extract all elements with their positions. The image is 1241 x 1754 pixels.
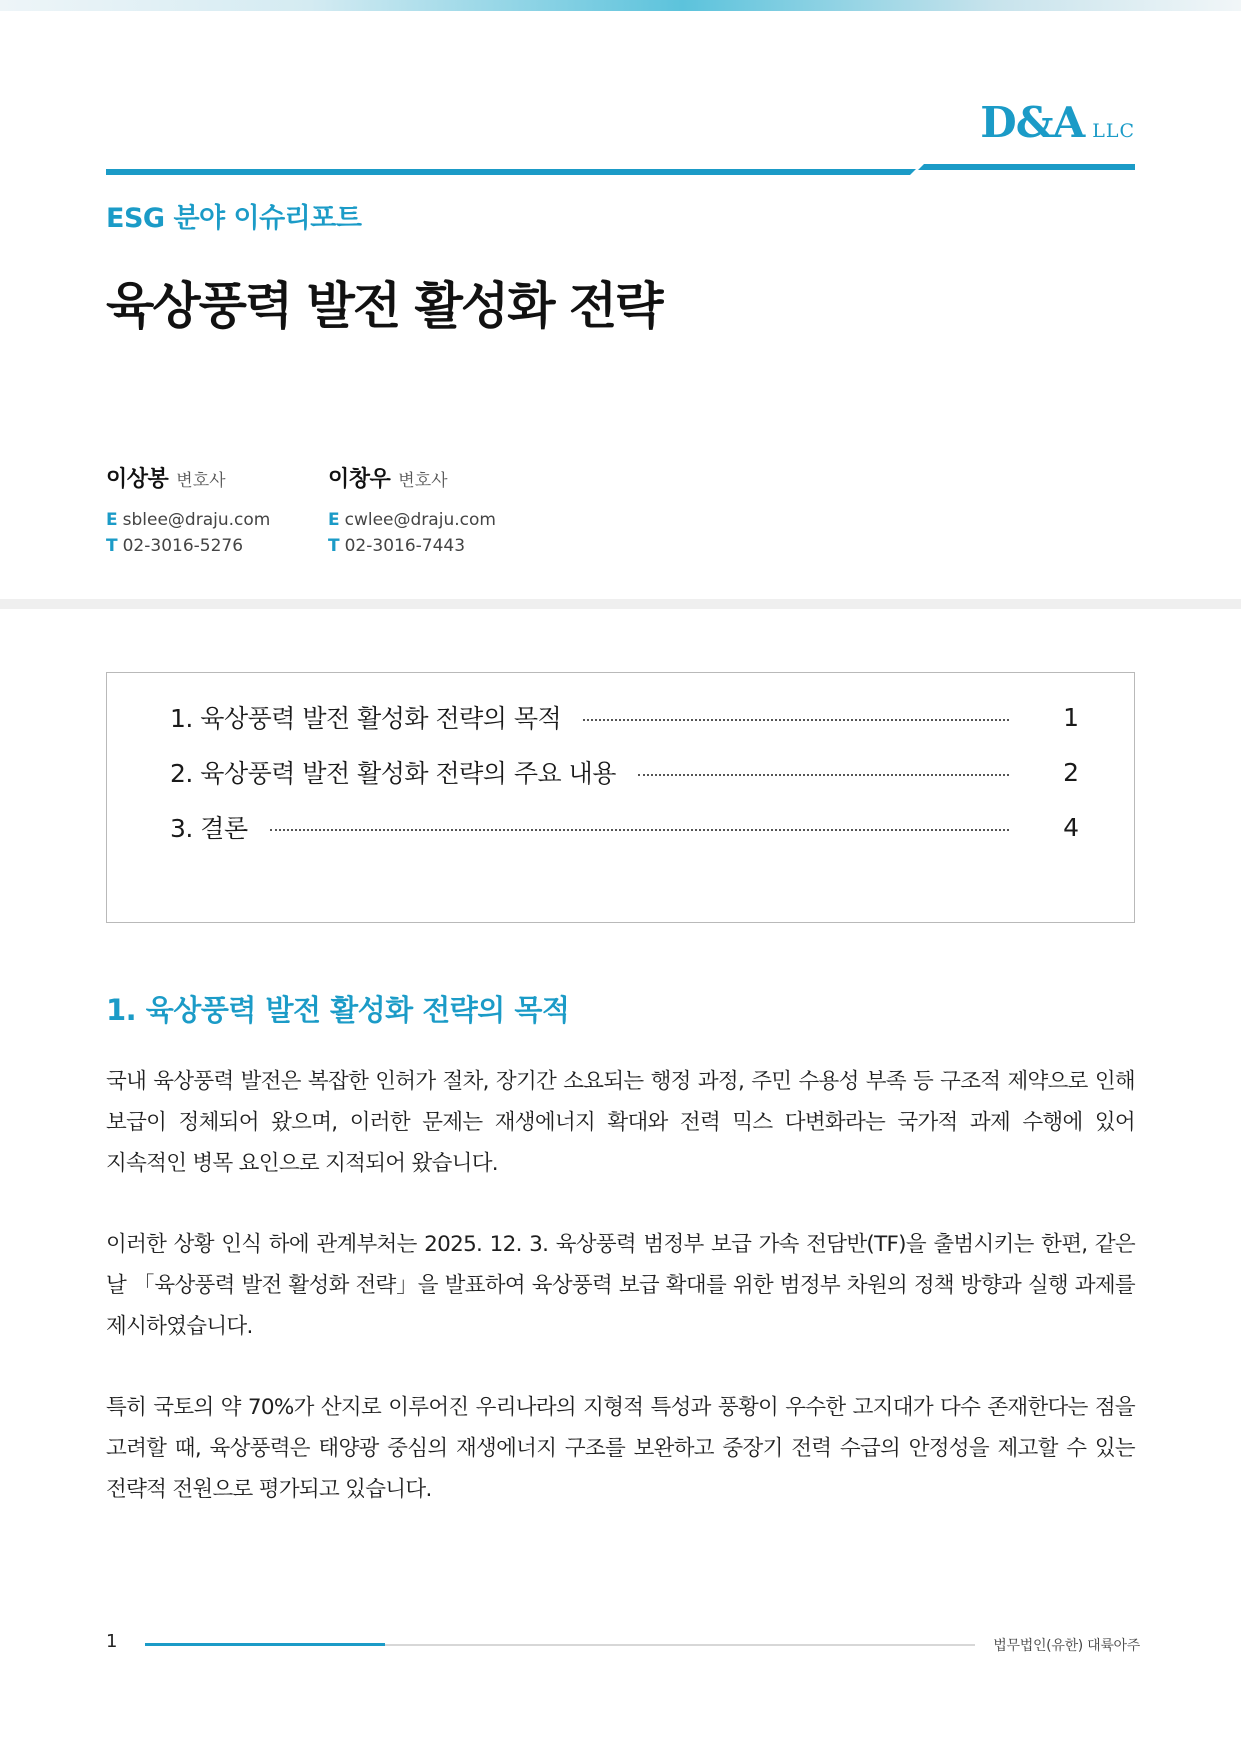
- phone-key: T: [106, 536, 118, 556]
- logo-main-text: D&A: [980, 98, 1085, 147]
- author-phone: 02-3016-7443: [344, 536, 466, 556]
- phone-key: T: [328, 536, 340, 556]
- author-email-row: [106, 507, 270, 533]
- body-paragraph: 이러한 상황 인식 하에 관계부처는 2025. 12. 3. 육상풍력 범정부 보급 가속 전담반(TF)을 출범시키는 한편, 같은 날 「육상풍력 발전 활성화 전략」을 발표하여 육상풍력 보급 확대를 위한 범정부 차원의 정책 방향과 실행 과제를 제시하였습니다.: [106, 1232, 1135, 1339]
- author-role: 변호사: [176, 471, 226, 491]
- toc-item[interactable]: [170, 807, 1079, 847]
- toc-item-label: 1. 육상풍력 발전 활성화 전략의 목적: [170, 704, 562, 733]
- author-name: 이창우: [328, 467, 391, 492]
- section-heading: 1. 육상풍력 발전 활성화 전략의 목적: [106, 993, 570, 1027]
- top-gradient-strip: [0, 0, 1241, 11]
- email-key: E: [106, 510, 118, 530]
- toc-item-label: 3. 결론: [170, 814, 248, 843]
- toc-leader-dots: [638, 774, 1009, 776]
- author-email[interactable]: cwlee@draju.com: [344, 510, 496, 530]
- body-paragraph: 국내 육상풍력 발전은 복잡한 인허가 절차, 장기간 소요되는 행정 과정, 주민 수용성 부족 등 구조적 제약으로 인해 보급이 정체되어 왔으며, 이러한 문제는 재생에너지 확대와 전력 믹스 다변화라는 국가적 과제 수행에 있어 지속적인 병목 요인으로 지적되어 왔습니다.: [106, 1069, 1135, 1176]
- author-card: [328, 462, 496, 559]
- toc-item-page: 2: [1063, 757, 1079, 787]
- author-name: 이상봉: [106, 467, 169, 492]
- toc-item-label: 2. 육상풍력 발전 활성화 전략의 주요 내용: [170, 759, 616, 788]
- author-email[interactable]: sblee@draju.com: [122, 510, 271, 530]
- document-title: 육상풍력 발전 활성화 전략: [106, 277, 662, 335]
- firm-logo: [980, 98, 1135, 147]
- footer-page-number: 1: [106, 1631, 118, 1652]
- table-of-contents: [106, 672, 1135, 923]
- toc-leader-dots: [583, 719, 1009, 721]
- report-label: ESG 분야 이슈리포트: [106, 203, 362, 234]
- author-card: [106, 462, 270, 559]
- author-role: 변호사: [398, 471, 448, 491]
- footer-rule-accent: [145, 1643, 385, 1646]
- toc-item-page: 4: [1063, 812, 1079, 842]
- author-email-row: [328, 507, 496, 533]
- footer-firm-name: 법무법인(유한) 대륙아주: [993, 1638, 1140, 1654]
- author-phone-row: [328, 533, 496, 559]
- header-rule: [106, 164, 1135, 176]
- author-phone-row: [106, 533, 270, 559]
- toc-item[interactable]: [170, 752, 1079, 792]
- email-key: E: [328, 510, 340, 530]
- toc-item[interactable]: [170, 697, 1079, 737]
- toc-leader-dots: [270, 829, 1009, 831]
- section-divider-band: [0, 599, 1241, 609]
- body-paragraph: 특히 국토의 약 70%가 산지로 이루어진 우리나라의 지형적 특성과 풍황이 우수한 고지대가 다수 존재한다는 점을 고려할 때, 육상풍력은 태양광 중심의 재생에너지 구조를 보완하고 중장기 전력 수급의 안정성을 제고할 수 있는 전략적 전원으로 평가되고 있습니다.: [106, 1395, 1135, 1502]
- toc-item-page: 1: [1063, 702, 1079, 732]
- logo-sub-text: LLC: [1092, 120, 1135, 142]
- author-phone: 02-3016-5276: [122, 536, 244, 556]
